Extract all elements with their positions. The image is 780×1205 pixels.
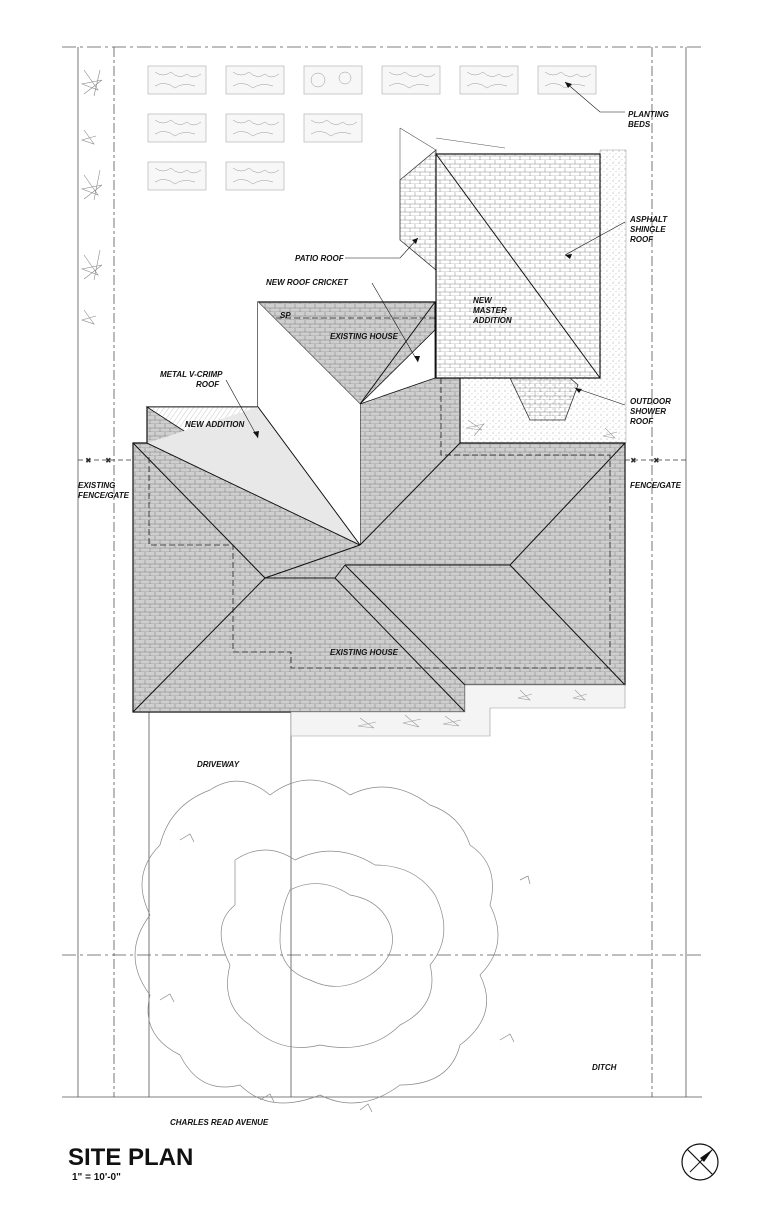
label-existing-fence-2: FENCE/GATE [78,491,129,500]
tree-canopy [135,780,530,1112]
label-asphalt-1: ASPHALT [630,215,668,224]
label-sp: SP [280,311,291,320]
svg-text:×: × [86,456,91,465]
label-new-master-2: MASTER [473,306,507,315]
label-existing-house-bottom: EXISTING HOUSE [330,648,399,657]
label-metal-roof-2: ROOF [196,380,220,389]
drawing-scale: 1" = 10'-0" [72,1172,121,1183]
label-outdoor-2: SHOWER [630,407,666,416]
svg-text:×: × [106,456,111,465]
label-fence-gate-right: FENCE/GATE [630,481,681,490]
label-patio-roof: PATIO ROOF [295,254,344,263]
label-new-addition: NEW ADDITION [185,420,245,429]
label-ditch: DITCH [592,1063,617,1072]
svg-text:×: × [654,456,659,465]
label-planting-beds-1: PLANTING [628,110,669,119]
label-street: CHARLES READ AVENUE [170,1118,269,1127]
label-outdoor-3: ROOF [630,417,654,426]
label-planting-beds-2: BEDS [628,120,651,129]
label-metal-roof-1: METAL V-CRIMP [160,370,223,379]
label-existing-house-top: EXISTING HOUSE [330,332,399,341]
label-asphalt-2: SHINGLE [630,225,666,234]
label-new-master-1: NEW [473,296,492,305]
label-asphalt-3: ROOF [630,235,654,244]
label-existing-fence-1: EXISTING [78,481,116,490]
svg-text:×: × [631,456,636,465]
label-new-master-3: ADDITION [473,316,512,325]
label-driveway: DRIVEWAY [197,760,240,769]
label-roof-cricket: NEW ROOF CRICKET [266,278,348,287]
north-arrow-icon [682,1144,718,1180]
drawing-title: SITE PLAN [68,1144,194,1171]
label-outdoor-1: OUTDOOR [630,397,671,406]
hedge-plants-left [82,70,102,324]
